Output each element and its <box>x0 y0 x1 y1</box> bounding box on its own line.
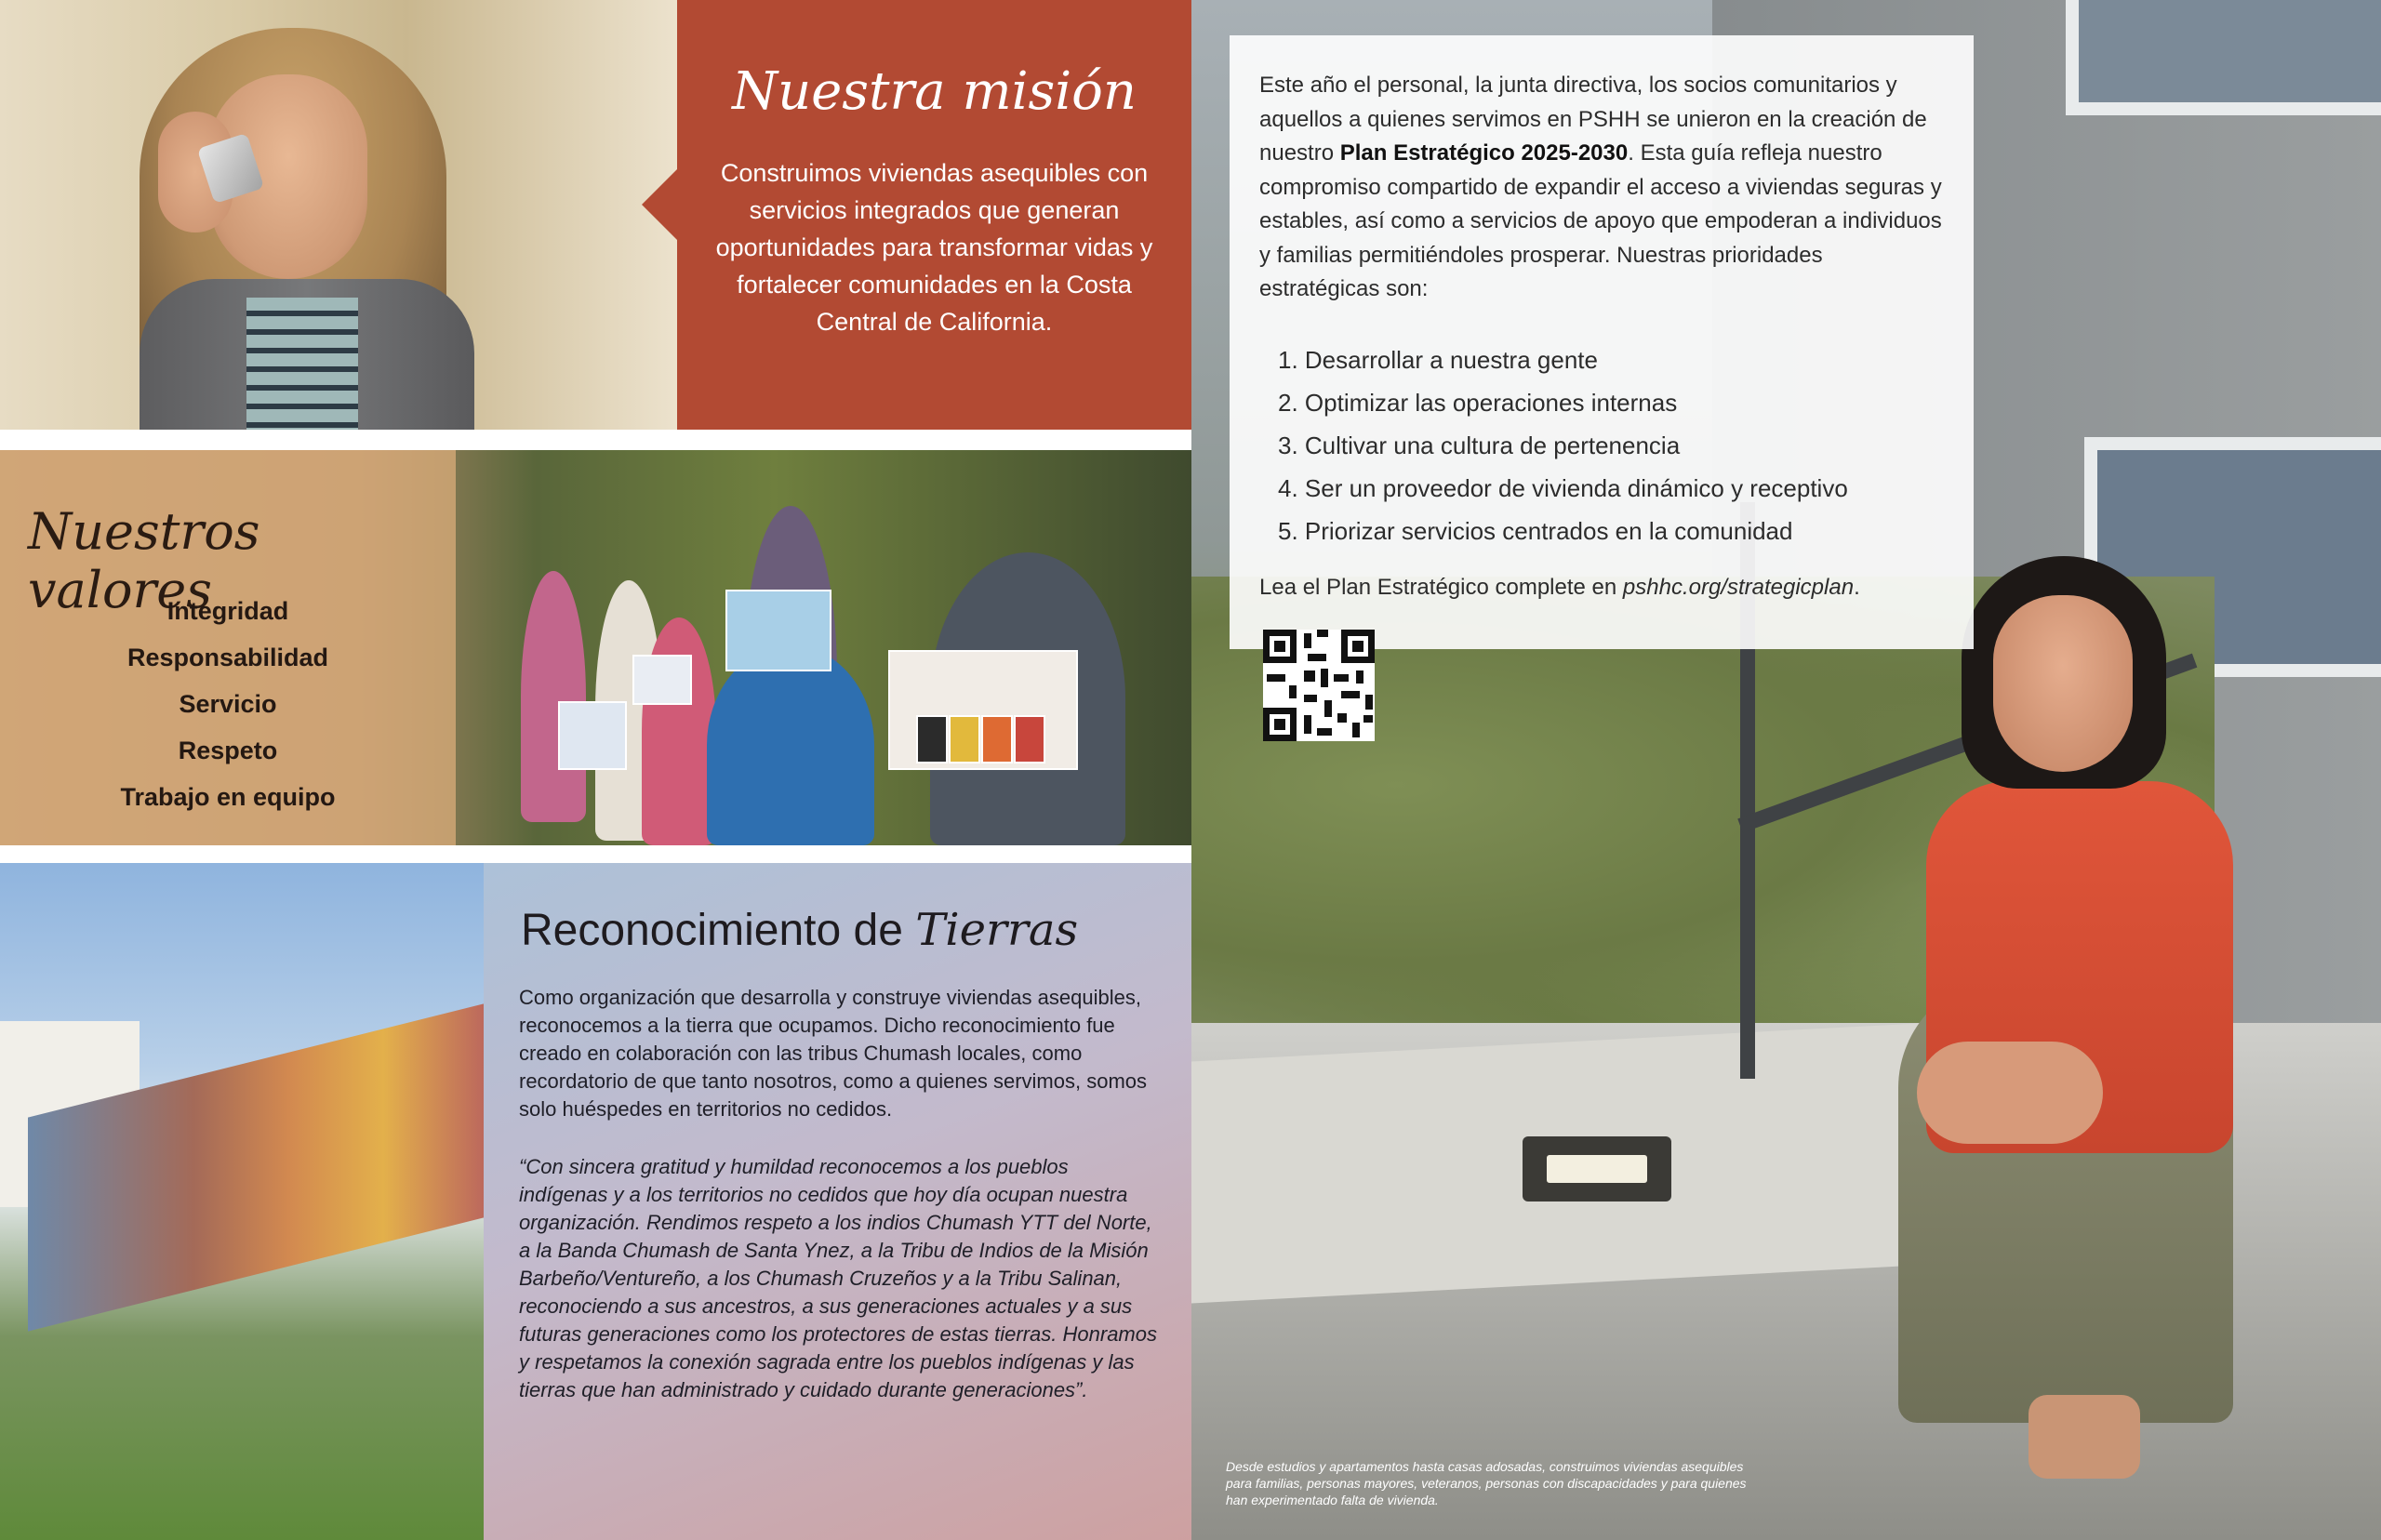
values-list <box>93 588 363 820</box>
mission-text: Construimos viviendas asequibles con servicios integrados que generan oportunidades para transformar vidas y fortalecer comunidades en la Costa Central de California. <box>715 159 1153 336</box>
plan-link-line <box>1259 571 1948 604</box>
priorities-list <box>1278 339 1929 552</box>
plan-link-url[interactable]: pshhc.org/strategicplan <box>1622 575 1855 600</box>
plan-link-prefix: Lea el Plan Estratégico complete en <box>1259 575 1623 600</box>
land-title <box>521 904 1172 956</box>
priority-item: 1. Desarrollar a nuestra gente <box>1278 346 1598 374</box>
value-item: Integridad <box>166 597 289 625</box>
photo-window <box>2066 0 2381 115</box>
photo-woman-face <box>1993 595 2133 772</box>
photo-painting-detail <box>981 715 1013 763</box>
woman-with-keys-photo <box>0 0 677 430</box>
mural-wall-photo <box>0 863 484 1540</box>
qr-code-icon[interactable] <box>1263 630 1375 741</box>
land-text: Como organización que desarrolla y construye viviendas asequibles, reconocemos a la tierra que ocupamos. Dicho reconocimiento fue creado en colaboración con las tribus Chumash locales, como recordatorio de que tanto nosotros, como a quienes servimos, somos solo huéspedes en territorios no cedidos. <box>519 986 1148 1121</box>
photo-caption: Desde estudios y apartamentos hasta casas adosadas, construimos viviendas asequibles para familias, personas mayores, veteranos, personas con discapacidades y para quienes han experimentado falta de vivienda. <box>1226 1459 1747 1507</box>
priority-item: 3. Cultivar una cultura de pertenencia <box>1278 431 1681 459</box>
values-title: Nuestros valores <box>28 502 260 619</box>
photo-child <box>642 617 716 845</box>
land-title-part1: Reconocimiento de <box>521 906 903 955</box>
mission-title: Nuestra misión <box>732 61 1137 122</box>
photo-painting <box>632 655 692 705</box>
photo-woman-arms <box>1917 1042 2103 1144</box>
photo-child <box>707 645 874 845</box>
plan-intro-after: . Esta guía refleja nuestro compromiso compartido de expandir el acceso a viviendas seguras y estables, así como a servicios de apoyo que empoderan a individuos y familias permitiéndoles prosperar. Nuestras prioridades estratégicas son: <box>1259 140 1942 301</box>
step-light-icon <box>1523 1136 1671 1201</box>
plan-intro <box>1259 69 1948 307</box>
photo-woman-foot <box>2029 1395 2140 1479</box>
photo-painting-detail <box>949 715 980 763</box>
priority-item: 4. Ser un proveedor de vivienda dinámico y receptivo <box>1278 474 1848 502</box>
value-item: Trabajo en equipo <box>120 783 336 811</box>
plan-link-suffix: . <box>1854 575 1860 600</box>
plan-intro-before: Este año el personal, la junta directiva, los socios comunitarios y aquellos a quienes servimos en PSHH se unieron en la creación de nuestro <box>1259 73 1927 166</box>
photo-child <box>521 571 586 822</box>
photo-painting-detail <box>1014 715 1045 763</box>
priority-item: 2. Optimizar las operaciones internas <box>1278 389 1678 417</box>
value-item: Responsabilidad <box>126 644 329 671</box>
value-item: Servicio <box>179 690 277 718</box>
priority-item: 5. Priorizar servicios centrados en la comunidad <box>1278 517 1793 545</box>
photo-painting <box>558 701 627 770</box>
photo-painting <box>725 590 831 671</box>
photo-painting-detail <box>916 715 948 763</box>
mission-panel-arrow <box>642 167 679 242</box>
land-title-part2: Tierras <box>915 904 1079 956</box>
plan-intro-bold: Plan Estratégico 2025-2030 <box>1339 140 1629 166</box>
land-quote: “Con sincera gratitud y humildad reconocemos a los pueblos indígenas y a los territorios no cedidos que hoy día ocupan nuestra organización. Rendimos respeto a los indios Chumash YTT del Norte, a la Banda Chumash de Santa Ynez, a la Tribu de Indios de la Misión Barbeño/Ventureño, a los Chumash Cruzeños y a la Tribu Salinan, reconociendo a sus ancestros, a sus generaciones actuales y a sus futuras generaciones como los protectores de estas tierras. Honramos y respetamos la conexión sagrada entre los pueblos indígenas y las tierras que han administrado y cuidado durante generaciones”. <box>519 1155 1157 1401</box>
photo-striped-shirt <box>246 298 358 430</box>
value-item: Respeto <box>178 737 278 764</box>
